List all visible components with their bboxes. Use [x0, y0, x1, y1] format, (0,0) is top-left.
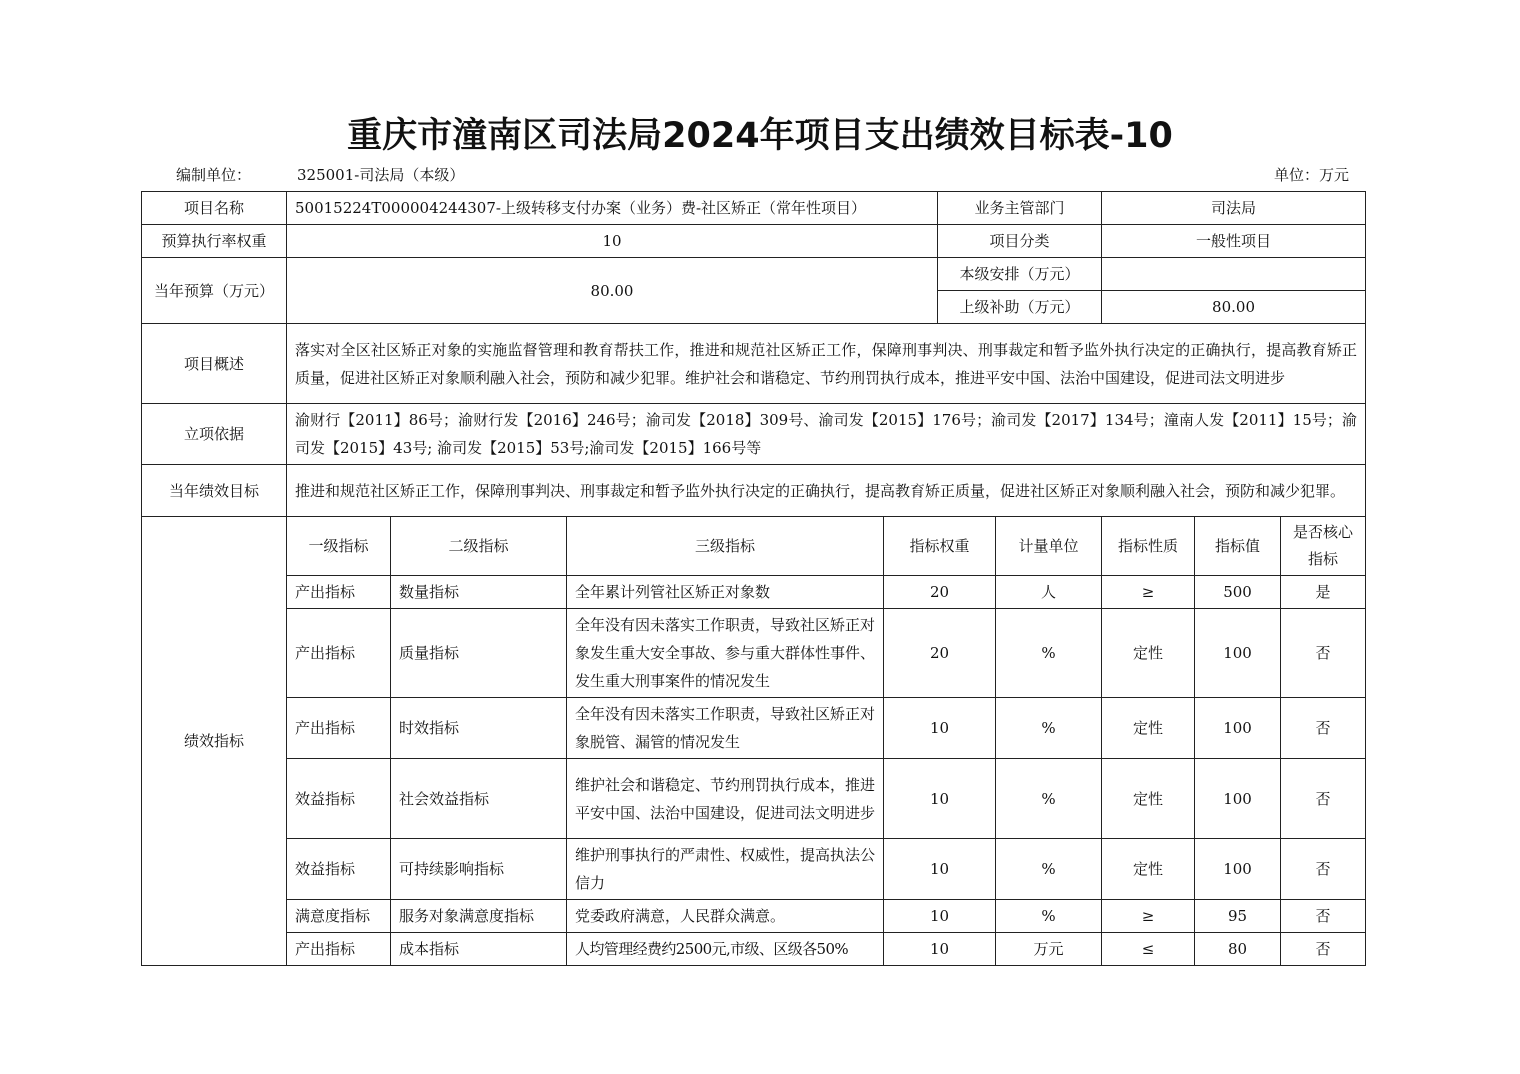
header-weight: 指标权重: [884, 517, 996, 576]
row-core: 是: [1281, 576, 1366, 609]
row-level2: 社会效益指标: [391, 759, 567, 839]
row-unit: %: [996, 839, 1102, 900]
row-weight: 10: [884, 933, 996, 966]
row-level1: 产出指标: [287, 609, 391, 698]
row-level3: 全年累计列管社区矫正对象数: [567, 576, 884, 609]
row-level3: 党委政府满意，人民群众满意。: [567, 900, 884, 933]
goal-label: 当年绩效目标: [142, 465, 287, 517]
header-level3: 三级指标: [567, 517, 884, 576]
performance-target-table: [141, 191, 1366, 966]
row-unit: 人: [996, 576, 1102, 609]
local-label: 本级安排（万元）: [938, 258, 1102, 291]
basis-text: 渝财行【2011】86号；渝财行发【2016】246号；渝司发【2018】309号、渝司发【2015】176号；渝司发【2017】134号；潼南人发【2011】15号；渝司发【2015】43号; 渝司发【2015】53号;渝司发【2015】166号等: [287, 404, 1366, 465]
row-level2: 数量指标: [391, 576, 567, 609]
weight-row: [142, 225, 1366, 258]
project-name-value: 50015224T000004244307-上级转移支付办案（业务）费-社区矫正（常年性项目）: [287, 192, 938, 225]
table-row: [142, 609, 1366, 698]
budget-label: 当年预算（万元）: [142, 258, 287, 324]
row-weight: 10: [884, 839, 996, 900]
project-name-label: 项目名称: [142, 192, 287, 225]
row-level3: 维护刑事执行的严肃性、权威性，提高执法公信力: [567, 839, 884, 900]
header-core: 是否核心指标: [1281, 517, 1366, 576]
indicators-label: 绩效指标: [142, 517, 287, 966]
upper-label: 上级补助（万元）: [938, 291, 1102, 324]
project-name-row: [142, 192, 1366, 225]
budget-value: 80.00: [287, 258, 938, 324]
row-level1: 满意度指标: [287, 900, 391, 933]
indicator-header-row: [142, 517, 1366, 576]
header-nature: 指标性质: [1102, 517, 1195, 576]
row-nature: 定性: [1102, 839, 1195, 900]
row-level2: 可持续影响指标: [391, 839, 567, 900]
row-nature: ≥: [1102, 900, 1195, 933]
table-row: [142, 759, 1366, 839]
header-value: 指标值: [1195, 517, 1281, 576]
basis-row: [142, 404, 1366, 465]
row-value: 500: [1195, 576, 1281, 609]
header-unit: 计量单位: [996, 517, 1102, 576]
row-level1: 产出指标: [287, 933, 391, 966]
row-value: 100: [1195, 609, 1281, 698]
overview-row: [142, 324, 1366, 404]
row-unit: %: [996, 609, 1102, 698]
row-level1: 效益指标: [287, 839, 391, 900]
row-core: 否: [1281, 933, 1366, 966]
page-title: 重庆市潼南区司法局2024年项目支出绩效目标表-10: [347, 116, 1173, 156]
overview-text: 落实对全区社区矫正对象的实施监督管理和教育帮扶工作，推进和规范社区矫正工作，保障刑事判决、刑事裁定和暂予监外执行决定的正确执行，提高教育矫正质量，促进社区矫正对象顺利融入社会，预防和减少犯罪。维护社会和谐稳定、节约刑罚执行成本，推进平安中国、法治中国建设，促进司法文明进步: [287, 324, 1366, 404]
row-level2: 成本指标: [391, 933, 567, 966]
row-level1: 产出指标: [287, 576, 391, 609]
local-value: [1102, 258, 1366, 291]
row-nature: 定性: [1102, 759, 1195, 839]
table-row: [142, 839, 1366, 900]
table-row: [142, 576, 1366, 609]
row-level3: 人均管理经费约2500元,市级、区级各50%: [567, 933, 884, 966]
table-row: [142, 933, 1366, 966]
row-unit: %: [996, 698, 1102, 759]
row-nature: 定性: [1102, 698, 1195, 759]
row-unit: 万元: [996, 933, 1102, 966]
row-level1: 效益指标: [287, 759, 391, 839]
currency-unit: 单位：万元: [1274, 166, 1350, 184]
basis-label: 立项依据: [142, 404, 287, 465]
table-row: [142, 900, 1366, 933]
row-nature: 定性: [1102, 609, 1195, 698]
table-row: [142, 698, 1366, 759]
upper-value: 80.00: [1102, 291, 1366, 324]
header-level2: 二级指标: [391, 517, 567, 576]
row-value: 100: [1195, 759, 1281, 839]
row-nature: ≤: [1102, 933, 1195, 966]
row-level2: 时效指标: [391, 698, 567, 759]
goal-text: 推进和规范社区矫正工作，保障刑事判决、刑事裁定和暂予监外执行决定的正确执行，提高教育矫正质量，促进社区矫正对象顺利融入社会，预防和减少犯罪。: [287, 465, 1366, 517]
row-weight: 10: [884, 698, 996, 759]
row-level3: 全年没有因未落实工作职责，导致社区矫正对象发生重大安全事故、参与重大群体性事件、发生重大刑事案件的情况发生: [567, 609, 884, 698]
row-core: 否: [1281, 900, 1366, 933]
row-value: 100: [1195, 698, 1281, 759]
row-value: 80: [1195, 933, 1281, 966]
budget-row: [142, 258, 1366, 291]
row-weight: 20: [884, 576, 996, 609]
row-level2: 质量指标: [391, 609, 567, 698]
row-unit: %: [996, 759, 1102, 839]
row-nature: ≥: [1102, 576, 1195, 609]
row-weight: 20: [884, 609, 996, 698]
row-weight: 10: [884, 900, 996, 933]
weight-value: 10: [287, 225, 938, 258]
row-core: 否: [1281, 839, 1366, 900]
overview-label: 项目概述: [142, 324, 287, 404]
row-level2: 服务对象满意度指标: [391, 900, 567, 933]
row-core: 否: [1281, 609, 1366, 698]
header-level1: 一级指标: [287, 517, 391, 576]
row-unit: %: [996, 900, 1102, 933]
row-weight: 10: [884, 759, 996, 839]
row-value: 100: [1195, 839, 1281, 900]
unit-value: 325001-司法局（本级）: [297, 166, 465, 184]
dept-value: 司法局: [1102, 192, 1366, 225]
category-value: 一般性项目: [1102, 225, 1366, 258]
category-label: 项目分类: [938, 225, 1102, 258]
unit-label: 编制单位：: [176, 166, 252, 184]
dept-label: 业务主管部门: [938, 192, 1102, 225]
row-core: 否: [1281, 759, 1366, 839]
goal-row: [142, 465, 1366, 517]
weight-label: 预算执行率权重: [142, 225, 287, 258]
row-level1: 产出指标: [287, 698, 391, 759]
row-level3: 全年没有因未落实工作职责，导致社区矫正对象脱管、漏管的情况发生: [567, 698, 884, 759]
row-level3: 维护社会和谐稳定、节约刑罚执行成本，推进平安中国、法治中国建设，促进司法文明进步: [567, 759, 884, 839]
row-core: 否: [1281, 698, 1366, 759]
row-value: 95: [1195, 900, 1281, 933]
